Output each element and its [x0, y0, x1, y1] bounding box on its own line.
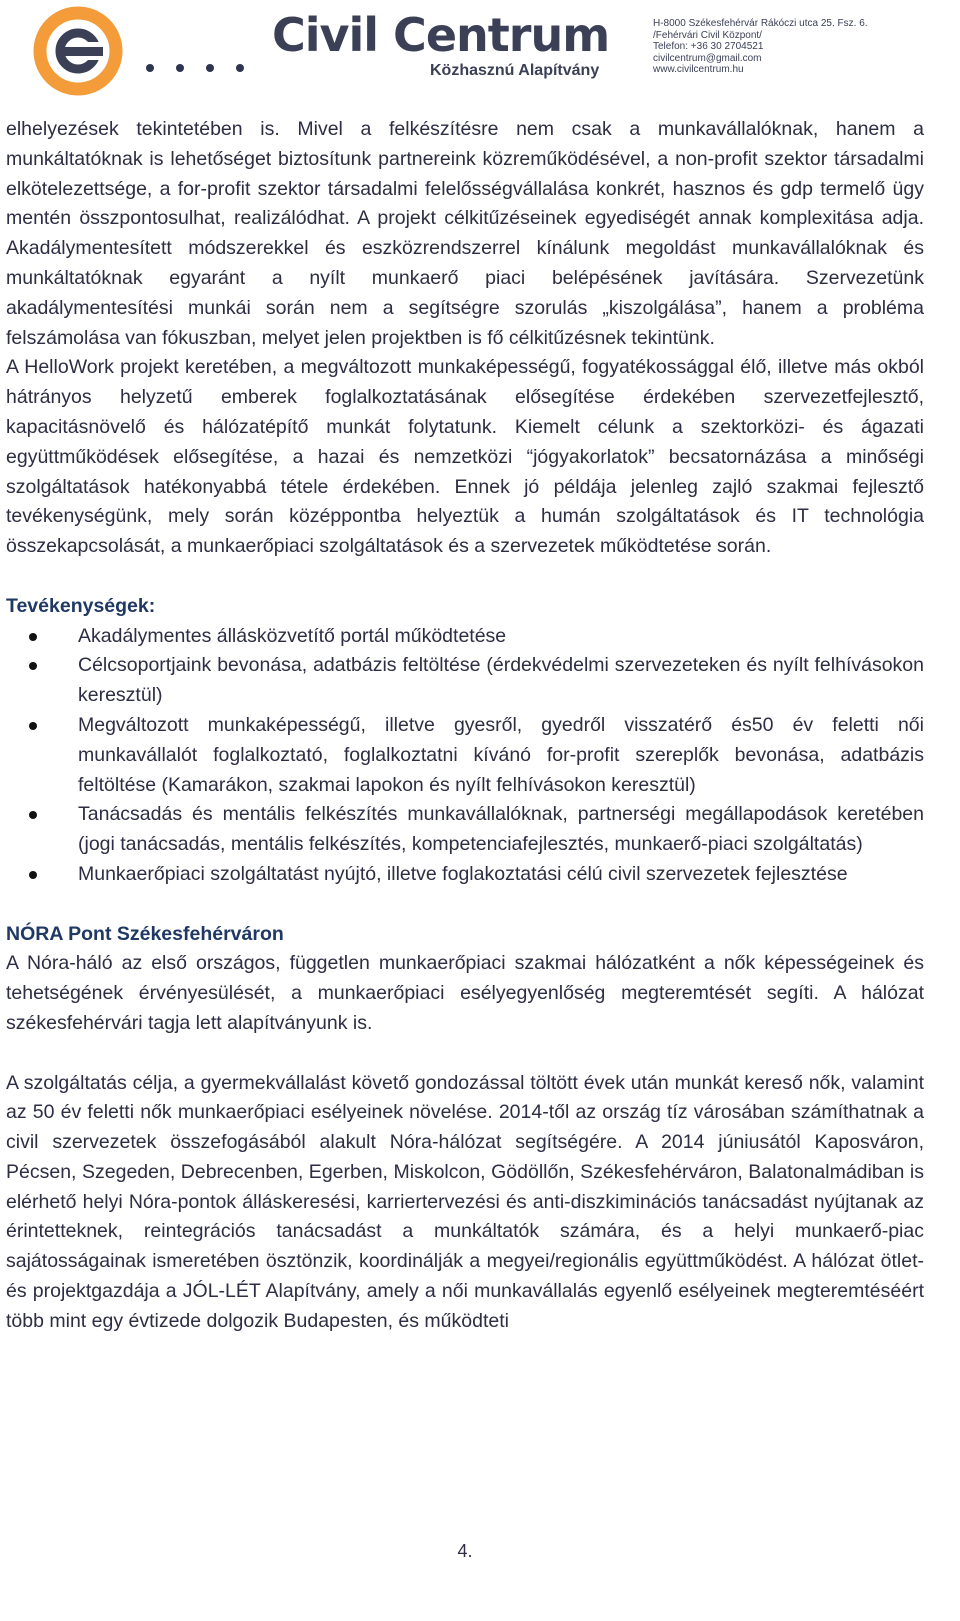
page-number: 4.	[457, 1541, 473, 1561]
paragraph: elhelyezések tekintetében is. Mivel a felkészítésre nem csak a munkavállalóknak, hanem a munkáltatóknak is lehetőséget biztosítunk partnereink közreműködésével, a non-profit szektor társadalmi elkötelezettsége, a for-profit szektor társadalmi felelősségvállalása konkrét, hasznos és gdp termelő ügy mentén összpontosulhat, realizálódhat. A projekt célkitűzéseinek egyediségét annak komplexitása adja. Akadálymentesített módszerekkel és eszközrendszerrel kínálunk megoldást munkavállalóknak és munkáltatóknak egyaránt a nyílt munkaerő piaci belépésének javítására. Szervezetünk akadálymentesítési munkái során nem a segítségre szorulás „kiszolgálása”, hanem a probléma felszámolása van fókuszban, melyet jelen projektben is fő célkitűzésnek tekintünk.	[6, 118, 924, 349]
paragraph: A szolgáltatás célja, a gyermekvállalást követő gondozással töltött évek után munkát kereső nők, valamint az 50 év feletti nők munkaerőpiaci esélyeinek növelése. 2014-től az ország tíz városában számíthatnak a civil szervezetek összefogásából alakult Nóra-hálózat segítségére. A 2014 júniusától Kaposváron, Pécsen, Szegeden, Debrecenben, Egerben, Miskolcon, Gödöllőn, Székesfehérváron, Balatonalmádiban is elérhető helyi Nóra-pontok álláskeresési, karriertervezési és anti-diszkiminációs tanácsadást nyújtanak az érintetteknek, reintegrációs tanácsadást a munkáltatók számára, és a helyi munkaerő-piac sajátosságainak ismeretében ösztönzik, koordinálják a megyei/regionális együttműködést. A hálózat ötlet- és projektgazdája a JÓL-LÉT Alapítvány, amely a női munkavállalás egyenlő esélyeinek megteremtéséért több mint egy évtizede dolgozik Budapesten, és működteti	[6, 1071, 924, 1332]
letterhead	[0, 0, 960, 110]
activities-list	[6, 622, 924, 890]
list-item: Akadálymentes állásközvetítő portál működtetése	[6, 622, 924, 652]
activities-heading: Tevékenységek:	[6, 594, 156, 617]
contact-website: www.civilcentrum.hu	[653, 64, 744, 76]
paragraph: A Nóra-háló az első országos, független munkaerőpiaci szakmai hálózatként a nők képességeinek és tehetségének érvényesülését, a munkaerőpiaci esélyegyenlőség megteremtését segíti. A hálózat székesfehérvári tagja lett alapítványunk is.	[6, 952, 924, 1034]
brand-subtitle: Közhasznú Alapítvány	[430, 62, 600, 79]
list-item: Tanácsadás és mentális felkészítés munkavállalóknak, partnerségi megállapodások keretében (jogi tanácsadás, mentális felkészítés, kompetenciafejlesztés, munkaerő-piaci szolgáltatás)	[6, 800, 924, 860]
contact-phone: Telefon: +36 30 2704521	[653, 41, 764, 53]
contact-address: H-8000 Székesfehérvár Rákóczi utca 25. Fsz. 6.	[653, 18, 868, 29]
list-item: Célcsoportjaink bevonása, adatbázis feltöltése (érdekvédelmi szervezeteken és nyílt felhívásokon keresztül)	[6, 651, 924, 711]
paragraph: A HelloWork projekt keretében, a megváltozott munkaképességű, fogyatékossággal élő, illetve más okból hátrányos helyzetű emberek foglalkoztatásának elősegítése érdekében szervezetfejlesztő, kapacitásnövelő és hálózatépítő munkát folytatunk. Kiemelt célunk a szektorközi- és ágazati együttműködések elősegítése, a hazai és nemzetközi “jógyakorlatok” becsatornázása a minőségi szolgáltatások hatékonyabbá tétele érdekében. Ennek jó példája jelenleg zajló szakmai fejlesztő tevékenységünk, mely során középpontba helyeztük a humán szolgáltatások és IT technológia összekapcsolását, a munkaerőpiaci szolgáltatások és a szervezetek működtetése során.	[6, 356, 924, 558]
civil-centrum-logo-icon	[33, 6, 123, 96]
list-item: Megváltozott munkaképességű, illetve gyesről, gyedről visszatérő és50 év feletti női munkavállalót foglalkoztató, foglalkoztatni kívánó for-profit szereplők bevonása, adatbázis feltöltése (Kamarákon, szakmai lapokon és nyílt felhívásokon keresztül)	[6, 711, 924, 800]
contact-info	[653, 18, 868, 76]
brand-name: Civil Centrum	[272, 8, 610, 62]
list-item: Munkaerőpiaci szolgáltatást nyújtó, illetve foglakoztatási célú civil szervezetek fejlesztése	[6, 860, 924, 890]
nora-heading: NÓRA Pont Székesfehérváron	[6, 922, 284, 945]
contact-email: civilcentrum@gmail.com	[653, 52, 762, 64]
contact-venue: /Fehérvári Civil Központ/	[653, 29, 762, 41]
document-body	[6, 115, 924, 1337]
